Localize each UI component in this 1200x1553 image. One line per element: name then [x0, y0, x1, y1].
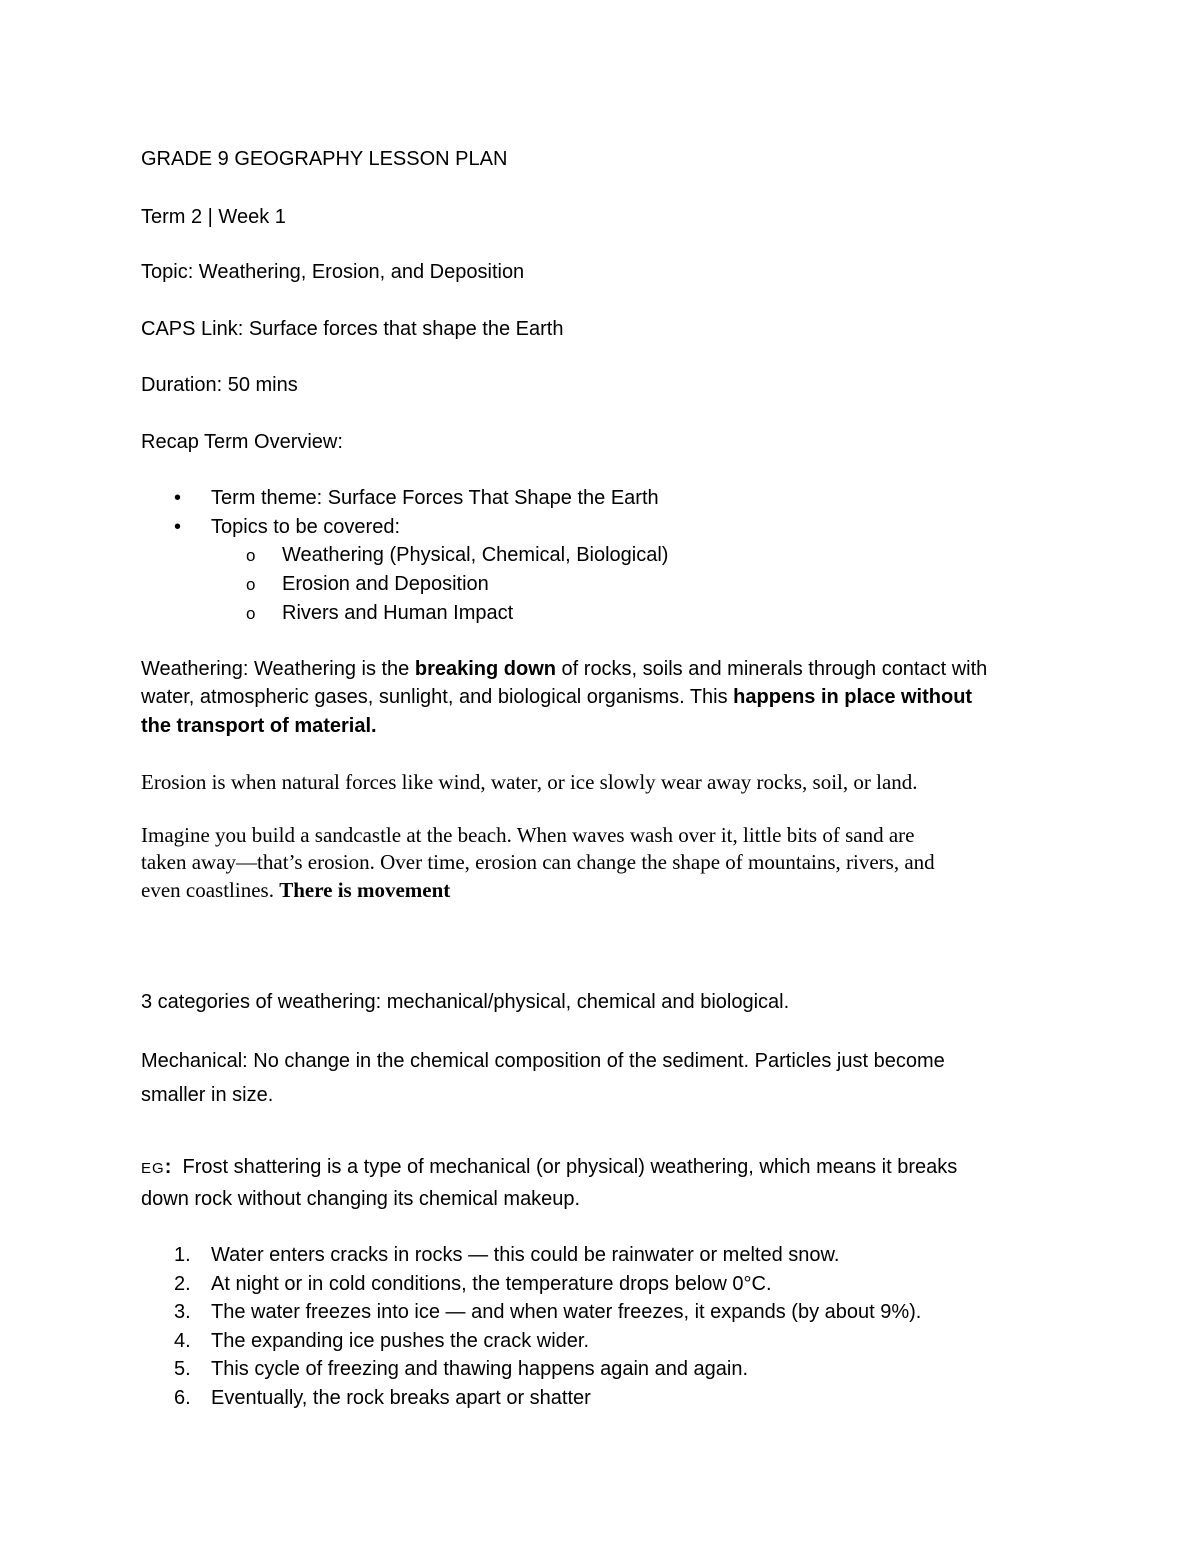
emphasis-in-place: happens in place without — [733, 686, 973, 708]
erosion-definition: Erosion is when natural forces like wind, water, or ice slowly wear away rocks, soil, or land. — [141, 770, 918, 794]
step-item: Eventually, the rock breaks apart or shatter — [211, 1387, 591, 1409]
weathering-categories: 3 categories of weathering: mechanical/physical, chemical and biological. — [141, 991, 790, 1013]
step-item: Water enters cracks in rocks — this could be rainwater or melted snow. — [211, 1244, 840, 1266]
example-line-2: down rock without changing its chemical makeup. — [141, 1188, 581, 1210]
sub-item-weathering: Weathering (Physical, Chemical, Biological) — [282, 544, 669, 566]
sub-item-rivers: Rivers and Human Impact — [282, 602, 514, 624]
step-number: 4. — [174, 1330, 191, 1352]
text-run: of rocks, soils and minerals through contact with — [555, 658, 988, 680]
document-title: GRADE 9 GEOGRAPHY LESSON PLAN — [141, 148, 508, 170]
step-number: 1. — [174, 1244, 191, 1266]
step-item: The expanding ice pushes the crack wider. — [211, 1330, 589, 1352]
weathering-definition-line-3: the transport of material. — [141, 715, 377, 737]
bullet-marker: • — [174, 487, 182, 509]
topic-line: Topic: Weathering, Erosion, and Deposition — [141, 261, 525, 283]
term-week: Term 2 | Week 1 — [141, 206, 286, 228]
duration-line: Duration: 50 mins — [141, 374, 298, 396]
mechanical-line-2: smaller in size. — [141, 1084, 274, 1106]
step-number: 2. — [174, 1273, 191, 1295]
caps-link-line: CAPS Link: Surface forces that shape the Earth — [141, 318, 564, 340]
example-colon: : — [164, 1156, 172, 1178]
erosion-example-line-3 — [141, 876, 450, 904]
step-item: This cycle of freezing and thawing happens again and again. — [211, 1358, 749, 1380]
sub-item-erosion: Erosion and Deposition — [282, 573, 489, 595]
step-item: At night or in cold conditions, the temperature drops below 0°C. — [211, 1273, 772, 1295]
step-number: 3. — [174, 1301, 191, 1323]
step-number: 6. — [174, 1387, 191, 1409]
bullet-topics: Topics to be covered: — [211, 516, 400, 538]
mechanical-line-1: Mechanical: No change in the chemical composition of the sediment. Particles just become — [141, 1050, 945, 1072]
text-run: Frost shattering is a type of mechanical (or physical) weathering, which means it breaks — [171, 1156, 958, 1178]
text-run: water, atmospheric gases, sunlight, and biological organisms. This — [141, 686, 734, 708]
example-label: EG — [141, 1160, 165, 1177]
step-item: The water freezes into ice — and when water freezes, it expands (by about 9%). — [211, 1301, 922, 1323]
weathering-definition-line-2 — [141, 683, 972, 711]
text-run: even coastlines. — [141, 878, 280, 902]
bullet-marker: • — [174, 516, 182, 538]
erosion-example-line-2: taken away—that’s erosion. Over time, erosion can change the shape of mountains, rivers, and — [141, 850, 935, 874]
erosion-example-line-1: Imagine you build a sandcastle at the beach. When waves wash over it, little bits of sand are — [141, 823, 915, 847]
example-line-1 — [141, 1153, 957, 1183]
step-number: 5. — [174, 1358, 191, 1380]
text-run: Weathering: Weathering is the — [141, 658, 415, 680]
emphasis-breaking-down: breaking down — [414, 658, 556, 680]
sub-bullet-marker: o — [246, 546, 256, 565]
recap-heading: Recap Term Overview: — [141, 431, 343, 453]
sub-bullet-marker: o — [246, 604, 256, 623]
weathering-definition-line-1 — [141, 655, 987, 683]
sub-bullet-marker: o — [246, 575, 256, 594]
emphasis-movement: There is movement — [279, 878, 451, 902]
bullet-term-theme: Term theme: Surface Forces That Shape the Earth — [211, 487, 659, 509]
